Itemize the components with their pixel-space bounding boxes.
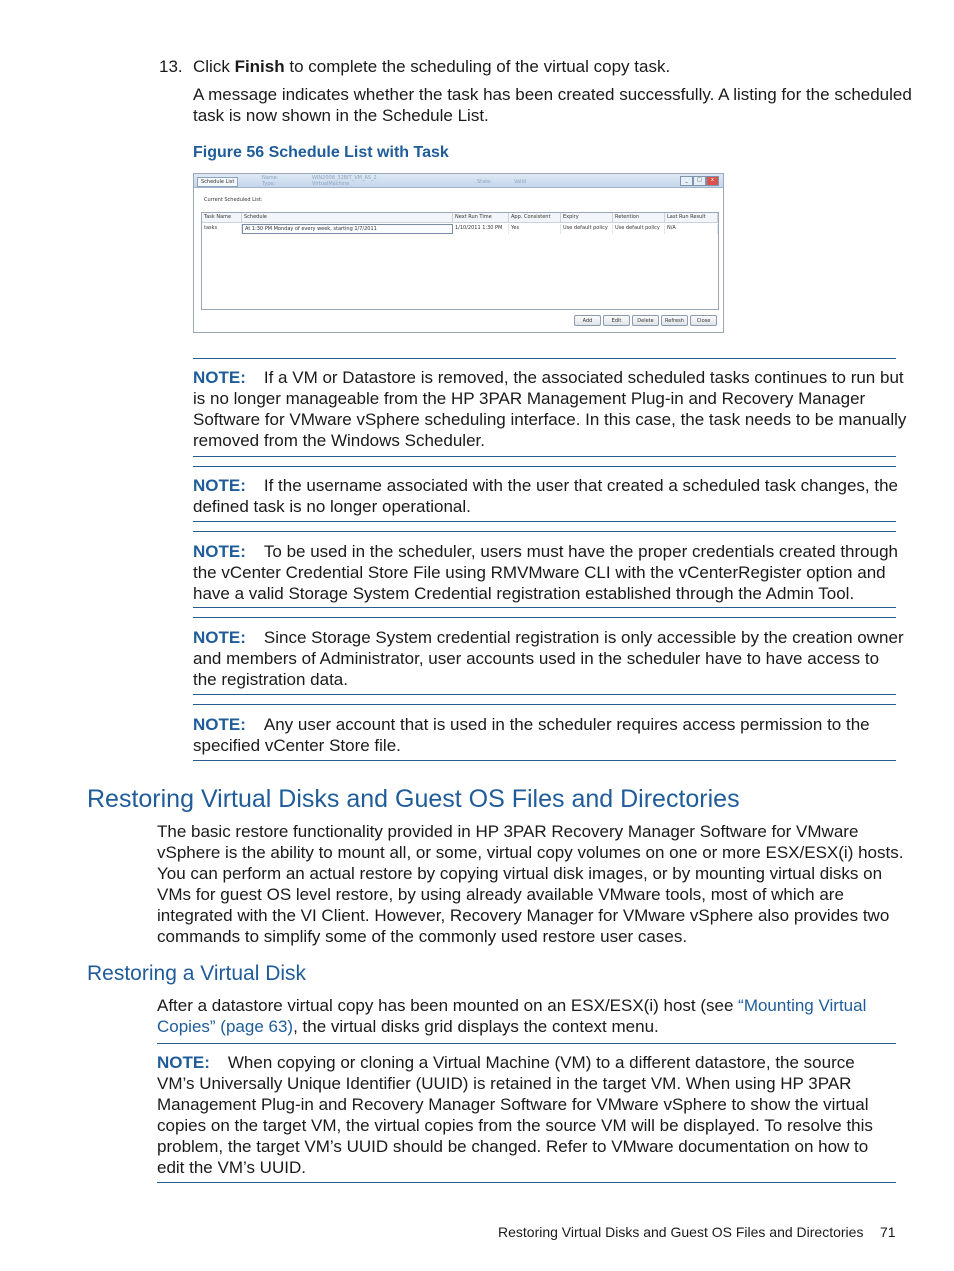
note-rule <box>193 466 896 467</box>
figure-caption: Figure 56 Schedule List with Task <box>193 144 449 161</box>
paragraph-line: You can perform an actual restore by copying virtual disk images, or by mounting virtual disks on <box>157 864 883 883</box>
paragraph-text: After a datastore virtual copy has been mounted on an ESX/ESX(i) host (see <box>157 996 739 1015</box>
table-cell[interactable]: At 1:30 PM Monday of every week, starting 1/7/2011 <box>242 224 453 234</box>
note-line: When copying or cloning a Virtual Machine (VM) to a different datastore, the source <box>227 1053 855 1072</box>
note-line: removed from the Windows Scheduler. <box>193 431 485 450</box>
subsection-heading: Restoring a Virtual Disk <box>87 962 307 985</box>
note-line: defined task is no longer operational. <box>193 497 471 516</box>
note-rule <box>193 760 896 761</box>
note-line: To be used in the scheduler, users must have the proper credentials created through <box>263 542 898 561</box>
note-rule <box>193 521 896 522</box>
section-paragraph <box>157 821 904 947</box>
table-cell[interactable]: Use default policy <box>561 224 613 234</box>
note-line: have a valid Storage System Credential registration established through the Admin Tool. <box>193 584 855 603</box>
current-scheduled-label: Current Scheduled List: <box>204 197 263 203</box>
step-number: 13. <box>159 57 183 76</box>
ghost-label: State: <box>477 179 492 185</box>
delete-button[interactable]: Delete <box>632 315 659 326</box>
ghost-label: Name: <box>262 175 279 181</box>
note-line: the registration data. <box>193 670 348 689</box>
step-pre: Click <box>193 57 235 76</box>
mounting-virtual-copies-link[interactable]: “Mounting Virtual <box>738 996 867 1015</box>
note-line: If the username associated with the user that created a scheduled task changes, the <box>263 476 898 495</box>
ghost-value: Valid <box>514 179 527 185</box>
page-number: 71 <box>880 1224 896 1240</box>
note-label: NOTE: <box>193 368 246 387</box>
note-block <box>193 367 907 451</box>
refresh-button[interactable]: Refresh <box>661 315 688 326</box>
edit-button[interactable]: Edit <box>603 315 630 326</box>
note-line: Management Plug-in and Recovery Manager Software for VMware vSphere to show the virtual <box>157 1095 869 1114</box>
note-label: NOTE: <box>157 1053 210 1072</box>
table-cell[interactable]: 1/10/2011 1:30 PM <box>453 224 509 234</box>
maximize-icon[interactable]: □ <box>693 176 706 186</box>
subsection-paragraph <box>157 995 899 1037</box>
note-label: NOTE: <box>193 542 246 561</box>
note-rule <box>157 1182 896 1183</box>
step-detail-line: task is now shown in the Schedule List. <box>193 106 489 125</box>
close-icon[interactable]: x <box>706 176 719 186</box>
note-rule <box>193 456 896 457</box>
step-detail <box>193 84 912 126</box>
section-heading: Restoring Virtual Disks and Guest OS Files and Directories <box>87 785 740 813</box>
close-button[interactable]: Close <box>690 315 717 326</box>
ghost-label: Type: <box>262 181 276 187</box>
table-cell[interactable]: Yes <box>509 224 561 234</box>
minimize-icon[interactable]: _ <box>680 176 693 186</box>
paragraph-line: The basic restore functionality provided in HP 3PAR Recovery Manager Software for VMware <box>157 822 859 841</box>
step-detail-line: A message indicates whether the task has been created successfully. A listing for the scheduled <box>193 85 912 104</box>
paragraph-text: , the virtual disks grid displays the context menu. <box>293 1017 659 1036</box>
note-line: is no longer manageable from the HP 3PAR Management Plug-in and Recovery Manager <box>193 389 866 408</box>
note-label: NOTE: <box>193 476 246 495</box>
note-line: and members of Administrator, user accounts used in the scheduler have to have access to <box>193 649 880 668</box>
note-rule <box>193 694 896 695</box>
note-line: Software for VMware vSphere scheduling interface. In this case, the task needs to be manually <box>193 410 907 429</box>
note-line: edit the VM’s UUID. <box>157 1158 306 1177</box>
note-block <box>193 475 898 517</box>
step-text <box>193 56 670 77</box>
column-header[interactable]: Task Name <box>202 213 242 223</box>
column-header[interactable]: Schedule <box>242 213 453 223</box>
column-header[interactable]: App. Consistent <box>509 213 561 223</box>
step-bold-finish: Finish <box>234 57 285 76</box>
final-note-block <box>157 1052 899 1178</box>
column-header[interactable]: Expiry <box>561 213 613 223</box>
ghost-label-column <box>262 175 278 187</box>
note-line: Since Storage System credential registration is only accessible by the creation owner <box>263 628 904 647</box>
column-header[interactable]: Next Run Time <box>453 213 509 223</box>
note-rule <box>193 531 896 532</box>
note-block <box>193 541 898 604</box>
note-line: Any user account that is used in the scheduler requires access permission to the <box>263 715 870 734</box>
ghost-value: VirtualMachine <box>312 181 350 187</box>
note-line: copies on the target VM, the virtual copies from the source VM will be displayed. To resolve this <box>157 1116 873 1135</box>
schedule-grid[interactable] <box>201 212 719 310</box>
table-cell[interactable]: Use default policy <box>613 224 665 234</box>
note-line: specified vCenter Store file. <box>193 736 401 755</box>
mounting-virtual-copies-link-cont[interactable]: Copies” (page 63) <box>157 1017 294 1036</box>
column-header[interactable]: Last Run Result <box>665 213 718 223</box>
note-label: NOTE: <box>193 715 246 734</box>
footer-title: Restoring Virtual Disks and Guest OS Files and Directories <box>498 1224 864 1240</box>
table-cell[interactable]: tasks <box>202 224 242 234</box>
note-label: NOTE: <box>193 628 246 647</box>
schedule-list-screenshot <box>193 173 724 333</box>
step-post: to complete the scheduling of the virtual copy task. <box>284 57 671 76</box>
paragraph-line: commands to simplify some of the commonly used restore user cases. <box>157 927 688 946</box>
column-header[interactable]: Retention <box>613 213 665 223</box>
note-rule <box>193 617 896 618</box>
note-block <box>193 627 904 690</box>
window-tab-title: Schedule List <box>197 177 238 187</box>
note-rule <box>193 704 896 705</box>
note-line: If a VM or Datastore is removed, the associated scheduled tasks continues to run but <box>263 368 904 387</box>
ghost-value-column <box>312 175 377 187</box>
table-cell[interactable]: N/A <box>665 224 718 234</box>
paragraph-line: VMs for guest OS level restore, by using already available VMware tools, most of which are <box>157 885 844 904</box>
note-block <box>193 714 898 756</box>
paragraph-line: vSphere is the ability to mount all, or some, virtual copy volumes on one or more ESX/ESX(i) hosts. <box>157 843 904 862</box>
note-rule <box>193 358 896 359</box>
window-titlebar <box>194 174 723 188</box>
add-button[interactable]: Add <box>574 315 601 326</box>
note-line: the vCenter Credential Store File using RMVMware CLI with the vCenterRegister option and <box>193 563 886 582</box>
ghost-value: WIN2008_32BIT_VM_AS_2 <box>312 175 377 181</box>
paragraph-line: integrated with the VI Client. However, Recovery Manager for VMware vSphere also provides two <box>157 906 890 925</box>
note-rule <box>157 1043 896 1044</box>
note-rule <box>193 607 896 608</box>
note-line: problem, the target VM’s UUID should be changed. Refer to VMware documentation on how to <box>157 1137 869 1156</box>
note-line: VM’s Universally Unique Identifier (UUID) is retained in the target VM. When using HP 3PAR <box>157 1074 852 1093</box>
